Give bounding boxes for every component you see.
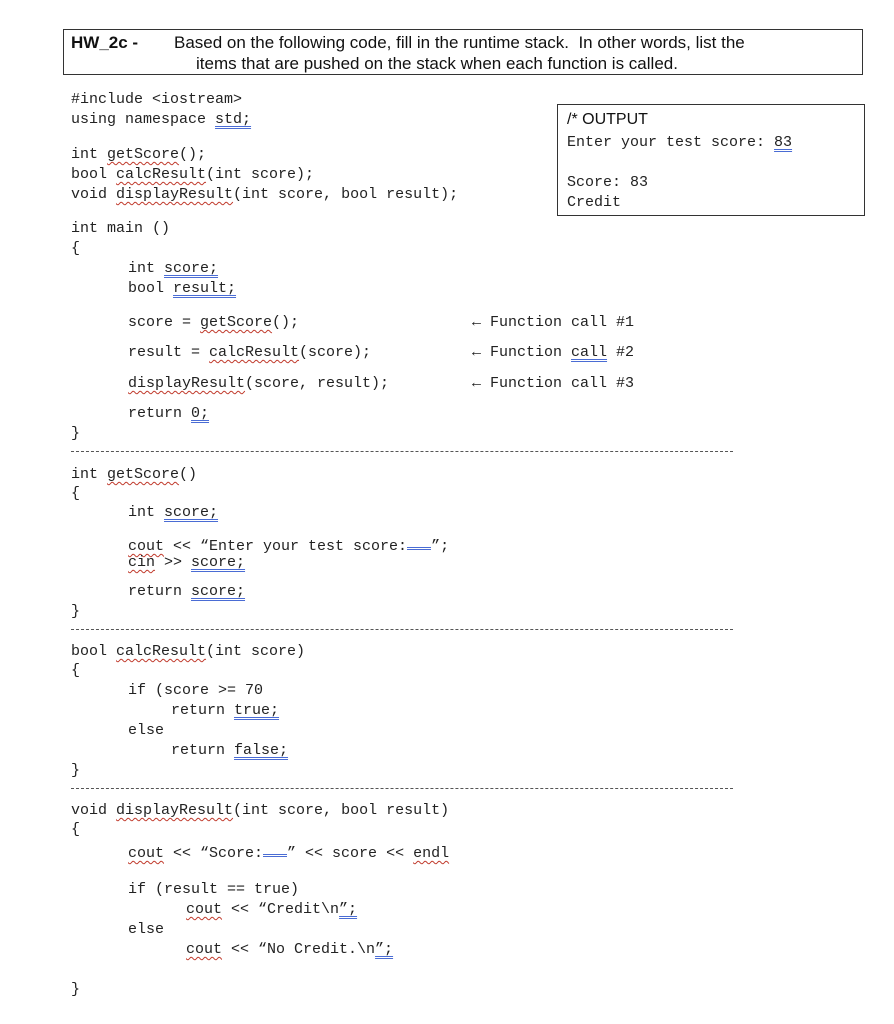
- code-var: result;: [173, 280, 237, 297]
- code-getscore-return: [128, 582, 245, 602]
- code-fn-name: getScore: [107, 466, 180, 483]
- code-calcresult-else: else: [128, 722, 165, 739]
- code-token: ” << score <<: [287, 845, 414, 862]
- code-token: return: [128, 405, 192, 422]
- code-getscore-cin: [128, 553, 245, 573]
- code-token: bool: [71, 166, 117, 183]
- code-displayresult-if: if (result == true): [128, 881, 300, 898]
- section-divider: [71, 788, 733, 789]
- code-var: score;: [191, 554, 246, 571]
- blank-space-marker: [263, 840, 287, 857]
- code-token: int: [128, 504, 165, 521]
- code-token: ”;: [339, 901, 358, 918]
- code-fn-name: getScore: [107, 146, 180, 163]
- code-main-call-2: [128, 343, 371, 363]
- code-token: bool: [71, 643, 117, 660]
- code-token: ();: [272, 314, 300, 331]
- code-displayresult-cout: [128, 840, 449, 864]
- code-token: (score, result);: [245, 375, 390, 392]
- code-token: int: [71, 466, 108, 483]
- code-token: int: [128, 260, 165, 277]
- code-calcresult-if: if (score >= 70: [128, 682, 264, 699]
- code-using-prefix: using namespace: [71, 111, 216, 128]
- output-prompt: Enter your test score:: [567, 134, 775, 151]
- assignment-header: [63, 29, 863, 75]
- section-divider: [71, 451, 733, 452]
- code-main-decl-score: [128, 259, 218, 279]
- section-divider: [71, 629, 733, 630]
- code-token: (score);: [299, 344, 372, 361]
- code-token: score =: [128, 314, 201, 331]
- code-calcresult-return-false: [171, 741, 288, 761]
- code-keyword: cout: [186, 901, 223, 918]
- code-token: ← Function: [472, 344, 572, 361]
- code-main-call-1: [128, 313, 299, 333]
- code-fn-name: displayResult: [116, 802, 234, 819]
- code-getscore-decl: [128, 503, 218, 523]
- code-token: result =: [128, 344, 210, 361]
- assignment-label: HW_2c -: [71, 33, 139, 52]
- code-main-decl-result: [128, 279, 236, 299]
- code-brace-open: {: [71, 240, 81, 257]
- call-note-3: ← Function call #3: [472, 375, 635, 392]
- code-var: false;: [234, 742, 289, 759]
- code-token: call: [571, 344, 608, 361]
- code-calcresult-signature: [71, 642, 305, 662]
- code-keyword: cout: [128, 538, 165, 555]
- code-token: ”;: [431, 538, 450, 555]
- code-brace-close: }: [71, 981, 81, 998]
- code-keyword: cout: [128, 845, 165, 862]
- code-keyword: cin: [128, 554, 156, 571]
- code-fn-name: displayResult: [116, 186, 234, 203]
- code-token: return: [128, 583, 192, 600]
- code-var: true;: [234, 702, 280, 719]
- code-token: return: [171, 742, 235, 759]
- code-token: int: [71, 146, 108, 163]
- instructions-line-2: items that are pushed on the stack when each function is called.: [196, 54, 678, 73]
- code-fn-name: calcResult: [116, 643, 207, 660]
- code-token: bool: [128, 280, 174, 297]
- code-keyword: cout: [186, 941, 223, 958]
- code-token: ”;: [375, 941, 394, 958]
- code-using: [71, 110, 251, 130]
- code-displayresult-cout-nocredit: [186, 940, 393, 960]
- code-var: score;: [164, 504, 219, 521]
- code-getscore-signature: [71, 465, 197, 485]
- code-calcresult-return-true: [171, 701, 279, 721]
- code-var: score;: [191, 583, 246, 600]
- code-fn-name: calcResult: [209, 344, 300, 361]
- code-token: (): [179, 466, 198, 483]
- code-proto-calcresult: [71, 165, 314, 185]
- code-token: #2: [607, 344, 635, 361]
- code-displayresult-signature: [71, 801, 449, 821]
- code-brace-open: {: [71, 662, 81, 679]
- code-displayresult-else: else: [128, 921, 165, 938]
- code-brace-open: {: [71, 485, 81, 502]
- code-brace-close: }: [71, 603, 81, 620]
- instructions-line-1: Based on the following code, fill in the runtime stack. In other words, list the: [174, 33, 745, 52]
- output-prompt-value: 83: [774, 134, 793, 151]
- code-token: void: [71, 802, 117, 819]
- code-brace-close: }: [71, 425, 81, 442]
- code-token: << “No Credit.\n: [222, 941, 376, 958]
- code-proto-getscore: [71, 145, 206, 165]
- blank-space-marker: [407, 533, 431, 550]
- output-score-line: [567, 173, 648, 193]
- code-fn-name: getScore: [200, 314, 273, 331]
- code-brace-close: }: [71, 762, 81, 779]
- code-keyword: endl: [413, 845, 450, 862]
- code-var: 0;: [191, 405, 210, 422]
- code-main-call-3: [128, 374, 389, 394]
- code-token: << “Credit\n: [222, 901, 340, 918]
- code-fn-name: calcResult: [116, 166, 207, 183]
- output-prompt-line: [567, 133, 792, 153]
- code-main-return: [128, 404, 209, 424]
- output-score-label: Score:: [567, 174, 631, 191]
- code-proto-displayresult: [71, 185, 458, 205]
- output-score-value: 83: [630, 174, 649, 191]
- code-token: >>: [155, 554, 192, 571]
- code-displayresult-cout-credit: [186, 900, 357, 920]
- code-token: return: [171, 702, 235, 719]
- code-token: (int score): [206, 643, 306, 660]
- output-box: [557, 104, 865, 216]
- code-token: << “Score:: [164, 845, 264, 862]
- code-brace-open: {: [71, 821, 81, 838]
- code-include: #include <iostream>: [71, 91, 243, 108]
- code-token: (int score);: [206, 166, 315, 183]
- code-using-ns: std;: [215, 111, 252, 128]
- code-main-signature: int main (): [71, 220, 171, 237]
- output-title: /* OUTPUT: [567, 111, 648, 128]
- call-note-1: ← Function call #1: [472, 314, 635, 331]
- call-note-2: [472, 343, 634, 363]
- code-token: (int score, bool result): [233, 802, 450, 819]
- code-var: score;: [164, 260, 219, 277]
- code-token: << “Enter your test score:: [164, 538, 408, 555]
- code-token: void: [71, 186, 117, 203]
- output-result: Credit: [567, 194, 622, 211]
- code-token: (int score, bool result);: [233, 186, 459, 203]
- code-fn-name: displayResult: [128, 375, 246, 392]
- code-token: ();: [179, 146, 207, 163]
